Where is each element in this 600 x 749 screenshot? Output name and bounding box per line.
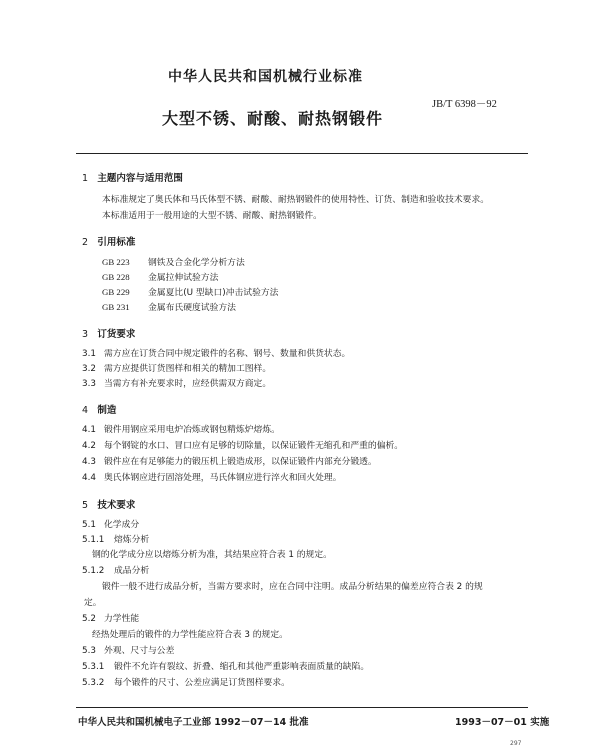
- clause-number: 5.1: [82, 520, 96, 530]
- reference-item: [102, 256, 245, 270]
- approval-line: 中华人民共和国机械电子工业部 1992－07－14 批准: [78, 717, 309, 728]
- reference-title: 金属拉伸试验方法: [148, 273, 219, 283]
- header-divider: [76, 153, 528, 154]
- clause-item: [82, 363, 271, 376]
- section-3-heading: [82, 326, 135, 340]
- subclause-heading: [82, 534, 149, 547]
- section-4-number: 4: [82, 405, 89, 416]
- document-title: 大型不锈、耐酸、耐热钢锻件: [162, 109, 384, 128]
- reference-title: 金属夏比(U 型缺口)冲击试验方法: [148, 288, 279, 298]
- clause-body: 经热处理后的锻件的力学性能应符合表 3 的规定。: [92, 630, 288, 640]
- section-1-heading: [82, 170, 183, 184]
- section-4-title: 制造: [97, 405, 117, 416]
- clause-text: 锻件应在有足够能力的锻压机上锻造成形，以保证锻件内部充分锻透。: [104, 457, 377, 467]
- clause-number: 3.3: [82, 379, 96, 389]
- clause-number: 4.1: [82, 425, 96, 435]
- clause-text: 力学性能: [104, 614, 140, 624]
- section-1-title: 主题内容与适用范围: [97, 173, 183, 184]
- reference-item: [102, 286, 278, 300]
- section-5-title: 技术要求: [97, 500, 136, 511]
- clause-body: 钢的化学成分应以熔炼分析为准，其结果应符合表 1 的规定。: [92, 550, 332, 560]
- clause-text: 需方应在订货合同中规定锻件的名称、钢号、数量和供货状态。: [104, 349, 351, 359]
- clause-text: 需方应提供订货图样和相关的精加工图样。: [104, 364, 272, 374]
- reference-code: GB 231: [102, 302, 130, 312]
- reference-code: GB 229: [102, 287, 130, 297]
- reference-title: 金属布氏硬度试验方法: [148, 303, 236, 313]
- clause-item: [82, 378, 271, 391]
- section-2-number: 2: [82, 237, 89, 248]
- clause-item: [82, 440, 403, 453]
- section-1-paragraph-1: 本标准规定了奥氏体和马氏体型不锈、耐酸、耐热钢锻件的使用特性、订货、制造和验收技术要求。: [102, 195, 490, 205]
- clause-text: 外观、尺寸与公差: [104, 646, 175, 656]
- clause-body-continuation: 定。: [84, 598, 102, 608]
- standard-number: JB/T 6398－92: [432, 99, 497, 110]
- clause-item: [82, 348, 350, 361]
- subclause-heading: [82, 519, 139, 532]
- reference-code: GB 228: [102, 272, 130, 282]
- section-3-title: 订货要求: [97, 329, 136, 340]
- clause-text: 化学成分: [104, 520, 140, 530]
- clause-text: 锻件不允许有裂纹、折叠、缩孔和其他严重影响表面质量的缺陷。: [114, 662, 370, 672]
- reference-item: [102, 271, 218, 285]
- clause-number: 4.3: [82, 457, 96, 467]
- clause-text: 熔炼分析: [114, 535, 150, 545]
- section-2-heading: [82, 234, 135, 248]
- subclause-heading: [82, 565, 149, 578]
- clause-text: 当需方有补充要求时，应经供需双方商定。: [104, 379, 272, 389]
- footer-divider: [76, 707, 528, 708]
- section-3-number: 3: [82, 329, 89, 340]
- clause-item: [82, 472, 342, 485]
- clause-item: [82, 677, 290, 690]
- clause-item: [82, 661, 369, 674]
- section-4-heading: [82, 402, 116, 416]
- clause-text: 每个锻件的尺寸、公差应满足订货图样要求。: [114, 678, 290, 688]
- clause-number: 5.1.1: [82, 535, 105, 545]
- clause-number: 5.3.1: [82, 662, 105, 672]
- clause-item: [82, 424, 280, 437]
- clause-number: 5.3: [82, 646, 96, 656]
- clause-text: 每个钢锭的水口、冒口应有足够的切除量，以保证锻件无缩孔和严重的偏析。: [104, 441, 404, 451]
- clause-text: 奥氏体钢应进行固溶处理，马氏体钢应进行淬火和回火处理。: [104, 473, 342, 483]
- subclause-heading: [82, 645, 174, 658]
- section-2-title: 引用标准: [97, 237, 136, 248]
- subclause-heading: [82, 613, 139, 626]
- clause-item: [82, 456, 377, 469]
- reference-item: [102, 301, 236, 315]
- clause-number: 4.2: [82, 441, 96, 451]
- clause-text: 锻件用钢应采用电炉冶炼或钢包精炼炉熔炼。: [104, 425, 280, 435]
- clause-number: 4.4: [82, 473, 96, 483]
- reference-code: GB 223: [102, 257, 130, 267]
- clause-number: 5.3.2: [82, 678, 105, 688]
- section-5-number: 5: [82, 500, 89, 511]
- clause-text: 成品分析: [114, 566, 150, 576]
- section-5-heading: [82, 497, 135, 511]
- clause-number: 5.1.2: [82, 566, 105, 576]
- reference-title: 钢铁及合金化学分析方法: [148, 258, 245, 268]
- standard-title: 中华人民共和国机械行业标准: [168, 69, 363, 85]
- page-number: 297: [510, 740, 522, 747]
- section-1-number: 1: [82, 173, 89, 184]
- clause-body: 锻件一般不进行成品分析，当需方要求时，应在合同中注明。成品分析结果的偏差应符合表 2 的规: [102, 582, 483, 592]
- clause-number: 3.1: [82, 349, 96, 359]
- implementation-date: 1993－07－01 实施: [455, 717, 550, 728]
- clause-number: 3.2: [82, 364, 96, 374]
- clause-number: 5.2: [82, 614, 96, 624]
- section-1-paragraph-2: 本标准适用于一般用途的大型不锈、耐酸、耐热钢锻件。: [102, 211, 322, 221]
